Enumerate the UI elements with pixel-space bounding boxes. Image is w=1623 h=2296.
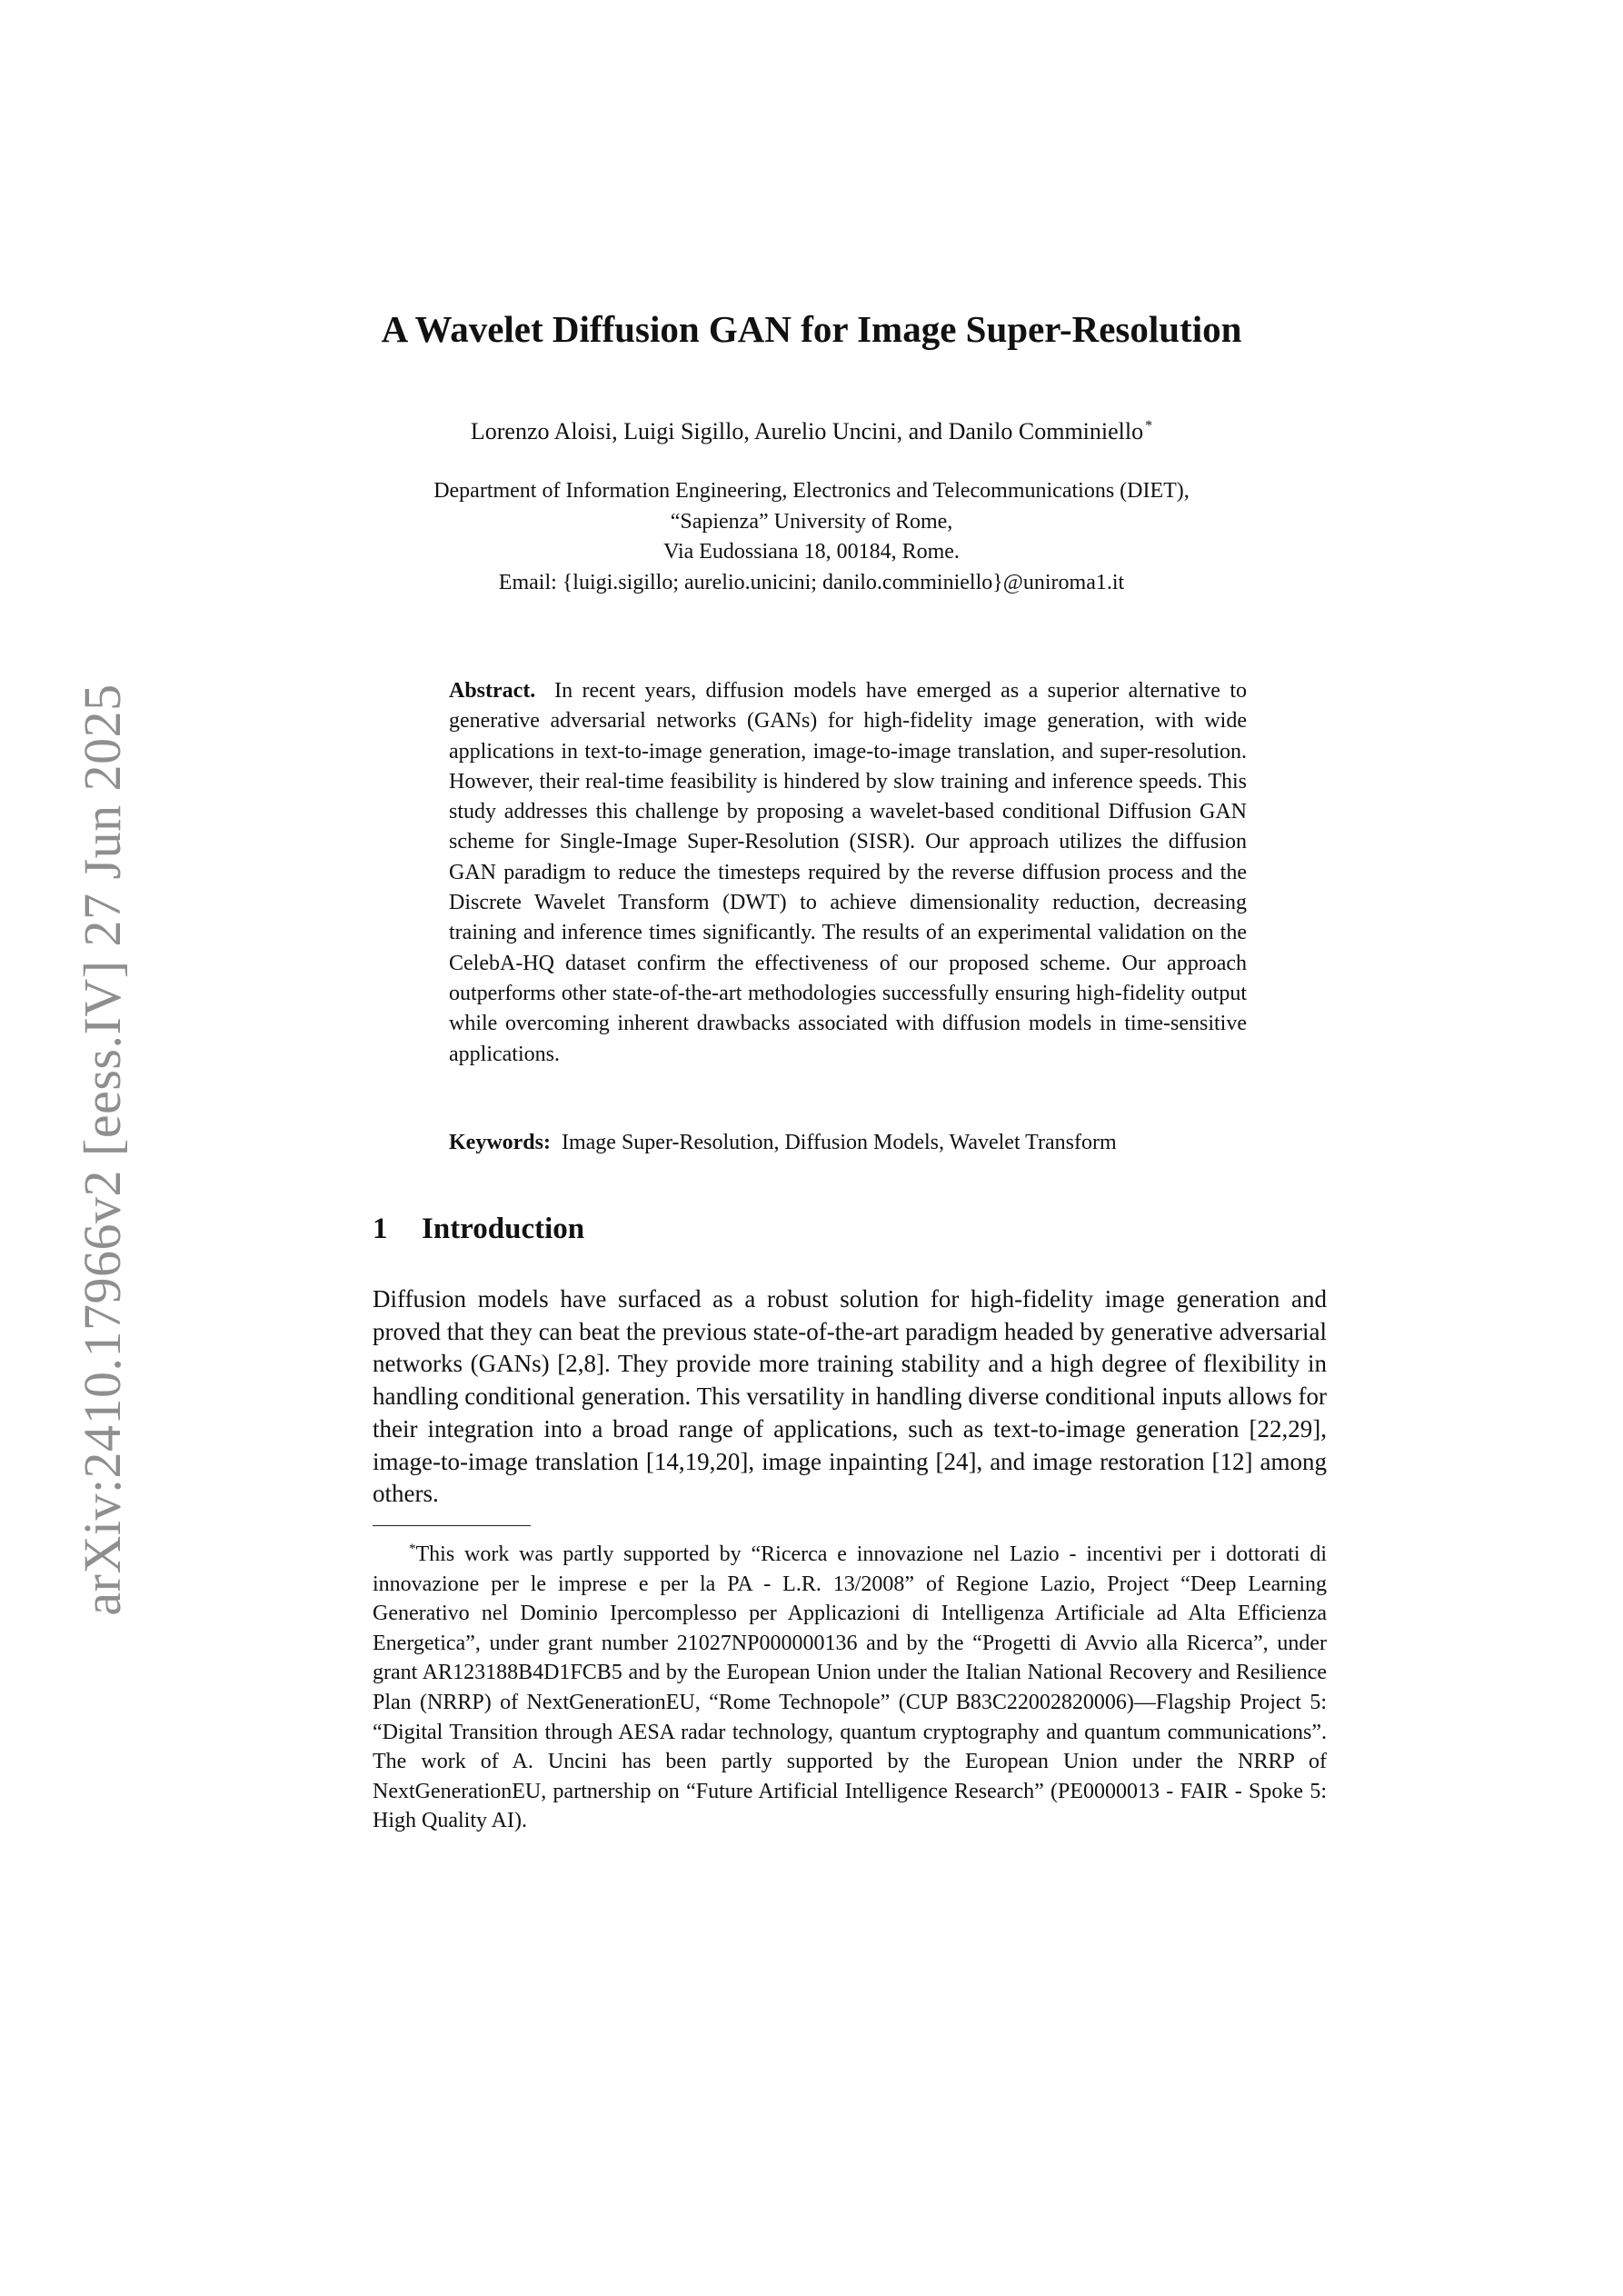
affiliation-address: Via Eudossiana 18, 00184, Rome. [663,540,960,564]
author-list [0,418,1623,445]
author-names: Lorenzo Aloisi, Luigi Sigillo, Aurelio Uncini, and Danilo Comminiello [470,418,1144,444]
section-number: 1 [373,1213,388,1245]
abstract-label: Abstract. [449,679,536,703]
keywords [449,1131,1247,1155]
footnote-rule [373,1525,531,1526]
arxiv-identifier: arXiv:2410.17966v2 [eess.IV] 27 Jun 2025 [72,684,132,1616]
affiliation-university: “Sapienza” University of Rome, [670,509,953,534]
keywords-text: Image Super-Resolution, Diffusion Models, Wavelet Transform [561,1131,1117,1154]
author-footnote-mark: * [1145,418,1153,434]
affiliation-department: Department of Information Engineering, Electronics and Telecommunications (DIET), [433,479,1190,503]
paper-title: A Wavelet Diffusion GAN for Image Super-Resolution [381,308,1242,350]
introduction-paragraph: Diffusion models have surfaced as a robust solution for high-fidelity image generation and proved that they can beat the previous state-of-the-art paradigm headed by generative adversarial networks (GANs) [2,8]. They provide more training stability and a high degree of flexibility in handling conditional generation. This versatility in handling diverse conditional inputs allows for their integration into a broad range of applications, such as text-to-image generation [22,29], image-to-image translation [14,19,20], image inpainting [24], and image restoration [12] among others. [373,1285,1327,1508]
abstract [449,676,1247,1070]
keywords-label: Keywords: [449,1131,551,1154]
affiliation-email: Email: {luigi.sigillo; aurelio.unicini; danilo.comminiello}@uniroma1.it [498,570,1125,594]
section-title: Introduction [422,1213,585,1245]
abstract-text: In recent years, diffusion models have emerged as a superior alternative to generative adversarial networks (GANs) for high-fidelity image generation, with wide applications in text-to-image generation, image-to-image translation, and super-resolution. However, their real-time feasibility is hindered by slow training and inference speeds. This study addresses this challenge by proposing a wavelet-based conditional Diffusion GAN scheme for Single-Image Super-Resolution (SISR). Our approach utilizes the diffusion GAN paradigm to reduce the timesteps required by the reverse diffusion process and the Discrete Wavelet Transform (DWT) to achieve dimensionality reduction, decreasing training and inference times significantly. The results of an experimental validation on the CelebA-HQ dataset confirm the effectiveness of our proposed scheme. Our approach outperforms other state-of-the-art methodologies successfully ensuring high-fidelity output while overcoming inherent drawbacks associated with diffusion models in time-sensitive applications. [449,679,1247,1066]
section-heading-introduction [373,1213,584,1246]
footnote [373,1534,1327,1836]
affiliation-block [0,476,1623,598]
footnote-mark: * [409,1542,416,1556]
footnote-text: This work was partly supported by “Ricerca e innovazione nel Lazio - incentivi per i dottorati di innovazione per le imprese e per la PA - L.R. 13/2008” of Regione Lazio, Project “Deep Learning Generativo nel Dominio Ipercomplesso per Applicazioni di Intelligenza Artificiale ad Alta Efficienza Energetica”, under grant number 21027NP000000136 and by the “Progetti di Avvio alla Ricerca”, under grant AR123188B4D1FCB5 and by the European Union under the Italian National Recovery and Resilience Plan (NRRP) of NextGenerationEU, “Rome Technopole” (CUP B83C22002820006)—Flagship Project 5: “Digital Transition through AESA radar technology, quantum cryptography and quantum communications”. The work of A. Uncini has been partly supported by the European Union under the NRRP of NextGenerationEU, partnership on “Future Artificial Intelligence Research” (PE0000013 - FAIR - Spoke 5: High Quality AI). [373,1542,1327,1833]
